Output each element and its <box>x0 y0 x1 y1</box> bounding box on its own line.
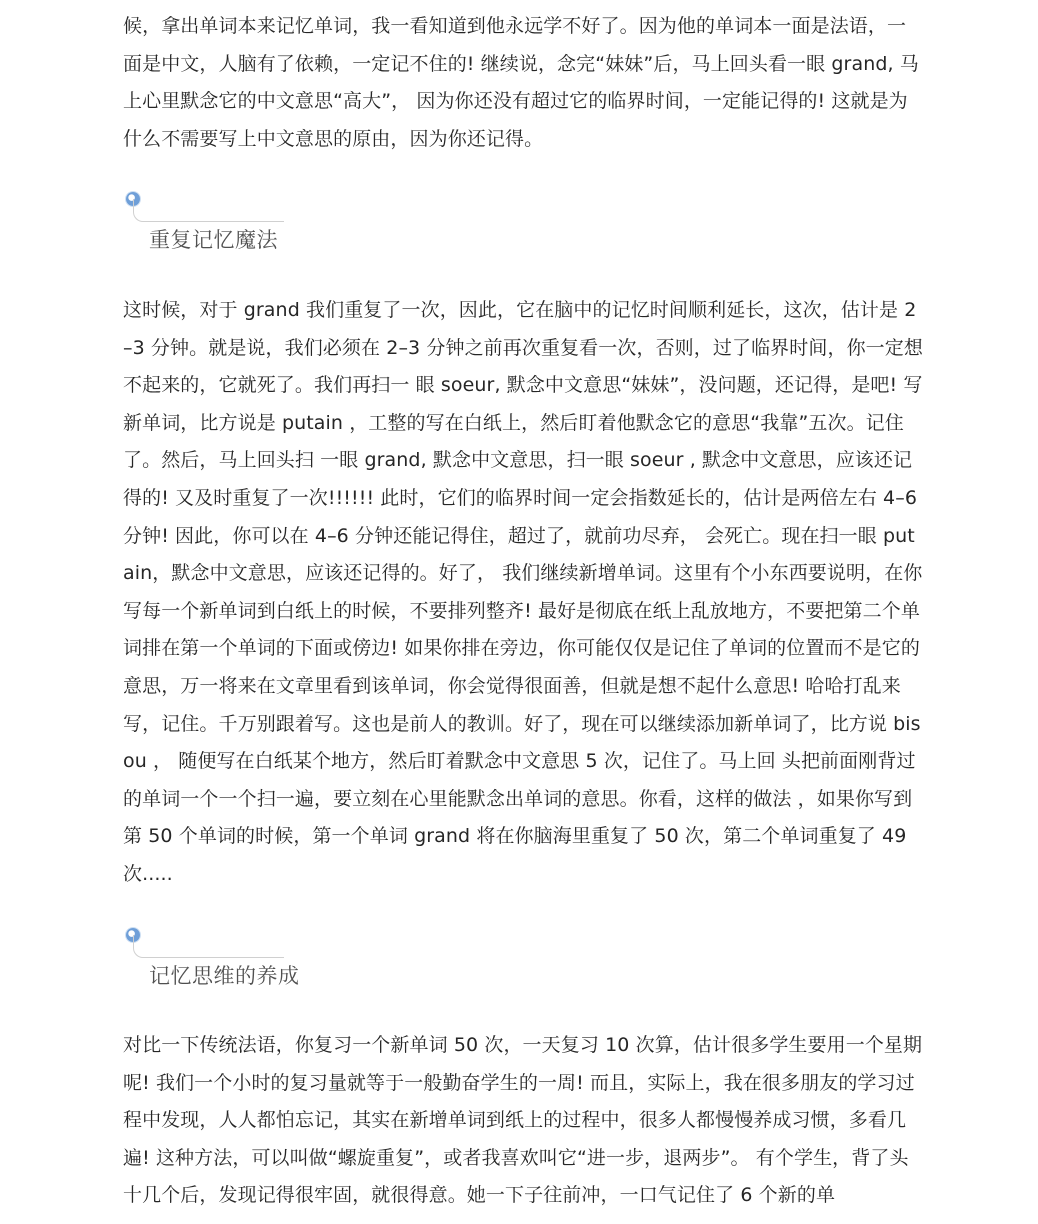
section-heading-memory-thinking <box>123 926 383 986</box>
paragraph-intro: 候，拿出单词本来记忆单词，我一看知道到他永远学不好了。因为他的单词本一面是法语，一面是中文，人脑有了依赖，一定记不住的! 继续说，念完“妹妹”后，马上回头看一眼 grand, 马上心里默念它的中文意思“高大”， 因为你还没有超过它的临界时间，一定能记得的! 这就是为什么不需要写上中文意思的原由，因为你还记得。 <box>123 15 919 150</box>
section-heading-repeat-memory <box>123 190 383 250</box>
paragraph-memory-thinking: 对比一下传统法语，你复习一个新单词 50 次，一天复习 10 次算，估计很多学生要用一个星期呢! 我们一个小时的复习量就等于一般勤奋学生的一周! 而且，实际上，我在很多朋友的学习过程中发现，人人都怕忘记，其实在新增单词到纸上的过程中，很多人都慢慢养成习惯，多看几遍! 这种方法，可以叫做“螺旋重复”，或者我喜欢叫它“进一步，退两步”。 有个学生，背了头十几个后，发现记得很牢固，就很得意。她一下子往前冲，一口气记住了 6 个新的单 <box>123 1034 923 1207</box>
paragraph-repeat-memory: 这时候，对于 grand 我们重复了一次，因此，它在脑中的记忆时间顺利延长，这次，估计是 2–3 分钟。就是说，我们必须在 2–3 分钟之前再次重复看一次，否则，过了临界时间，你一定想不起来的，它就死了。我们再扫一 眼 soeur, 默念中文意思“妹妹”，没问题，还记得，是吧! 写新单词，比方说是 putain ，工整的写在白纸上，然后盯着他默念它的意思“我靠”五次。记住了。然后，马上回头扫 一眼 grand, 默念中文意思，扫一眼 soeur , 默念中文意思，应该还记得的! 又及时重复了一次!!!!!! 此时，它们的临界时间一定会指数延长的，估计是两倍左右 4–6 分钟! 因此，你可以在 4–6 分钟还能记得住，超过了，就前功尽弃， 会死亡。现在扫一眼 putain，默念中文意思，应该还记得的。好了， 我们继续新增单词。这里有个小东西要说明，在你写每一个新单词到白纸上的时候，不要排列整齐! 最好是彻底在纸上乱放地方，不要把第二个单词排在第一个单词的下面或傍边! 如果你排在旁边，你可能仅仅是记住了单词的位置而不是它的意思，万一将来在文章里看到该单词，你会觉得很面善，但就是想不起什么意思! 哈哈打乱来写，记住。千万别跟着写。这也是前人的教训。好了，现在可以继续添加新单词了，比方说 bisou ， 随便写在白纸某个地方，然后盯着默念中文意思 5 次，记住了。马上回 头把前面刚背过的单词一个一个扫一遍，要立刻在心里能默念出单词的意思。你看，这样的做法 ，如果你写到第 50 个单词的时候，第一个单词 grand 将在你脑海里重复了 50 次，第二个单词重复了 49 次..... <box>123 299 923 885</box>
section-title: 重复记忆魔法 <box>149 228 278 252</box>
heading-divider <box>133 199 284 222</box>
section-title: 记忆思维的养成 <box>149 964 300 988</box>
heading-divider <box>133 935 284 958</box>
